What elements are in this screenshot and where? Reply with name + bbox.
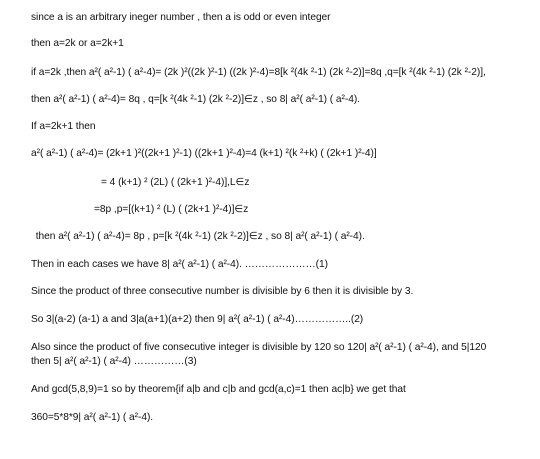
proof-line-16: 360=5*8*9| a²( a²-1) ( a²-4). [31, 412, 154, 423]
proof-line-4: then a²( a²-1) ( a²-4)= 8q , q=[k ²(4k ²-1) (2k ²-2)]∈z , so 8| a²( a²-1) ( a²-4). [31, 94, 360, 105]
proof-line-12: So 3|(a-2) (a-1) a and 3|a(a+1)(a+2) then 9| a²( a²-1) ( a²-4)……………..(2) [31, 314, 364, 325]
proof-line-10: Then in each cases we have 8| a²( a²-1) ( a²-4). …………………(1) [31, 259, 328, 270]
proof-line-6: a²( a²-1) ( a²-4)= (2k+1 )²((2k+1 )²-1) ((2k+1 )²-4)=4 (k+1) ²(k ²+k) ( (2k+1 )²-4)] [31, 148, 377, 159]
proof-line-1: since a is an arbitrary ineger number , then a is odd or even integer [31, 12, 331, 23]
proof-line-15: And gcd(5,8,9)=1 so by theorem{if a|b and c|b and gcd(a,c)=1 then ac|b} we get that [31, 384, 406, 395]
proof-line-9: then a²( a²-1) ( a²-4)= 8p , p=[k ²(4k ²-1) (2k ²-2)]∈z , so 8| a²( a²-1) ( a²-4). [33, 231, 365, 242]
proof-line-3: if a=2k ,then a²( a²-1) ( a²-4)= (2k )²((2k )²-1) ((2k )²-4)=8[k ²(4k ²-1) (2k ²-2)]=8q ,q=[k ²(4k ²-1) (2k ²-2)], [31, 67, 486, 78]
proof-line-7: = 4 (k+1) ² (2L) ( (2k+1 )²-4)],L∈z [101, 177, 250, 188]
proof-line-13: Also since the product of five consecutive integer is divisible by 120 so 120| a²( a²-1) ( a²-4), and 5|120 [31, 342, 487, 353]
proof-line-11: Since the product of three consecutive number is divisible by 6 then it is divisible by 3. [31, 286, 414, 297]
proof-line-5: If a=2k+1 then [31, 121, 96, 132]
proof-line-2: then a=2k or a=2k+1 [31, 38, 124, 49]
proof-line-8: =8p ,p=[(k+1) ² (L) ( (2k+1 )²-4)]∈z [94, 204, 249, 215]
proof-line-14: then 5| a²( a²-1) ( a²-4) ……………(3) [31, 356, 197, 367]
